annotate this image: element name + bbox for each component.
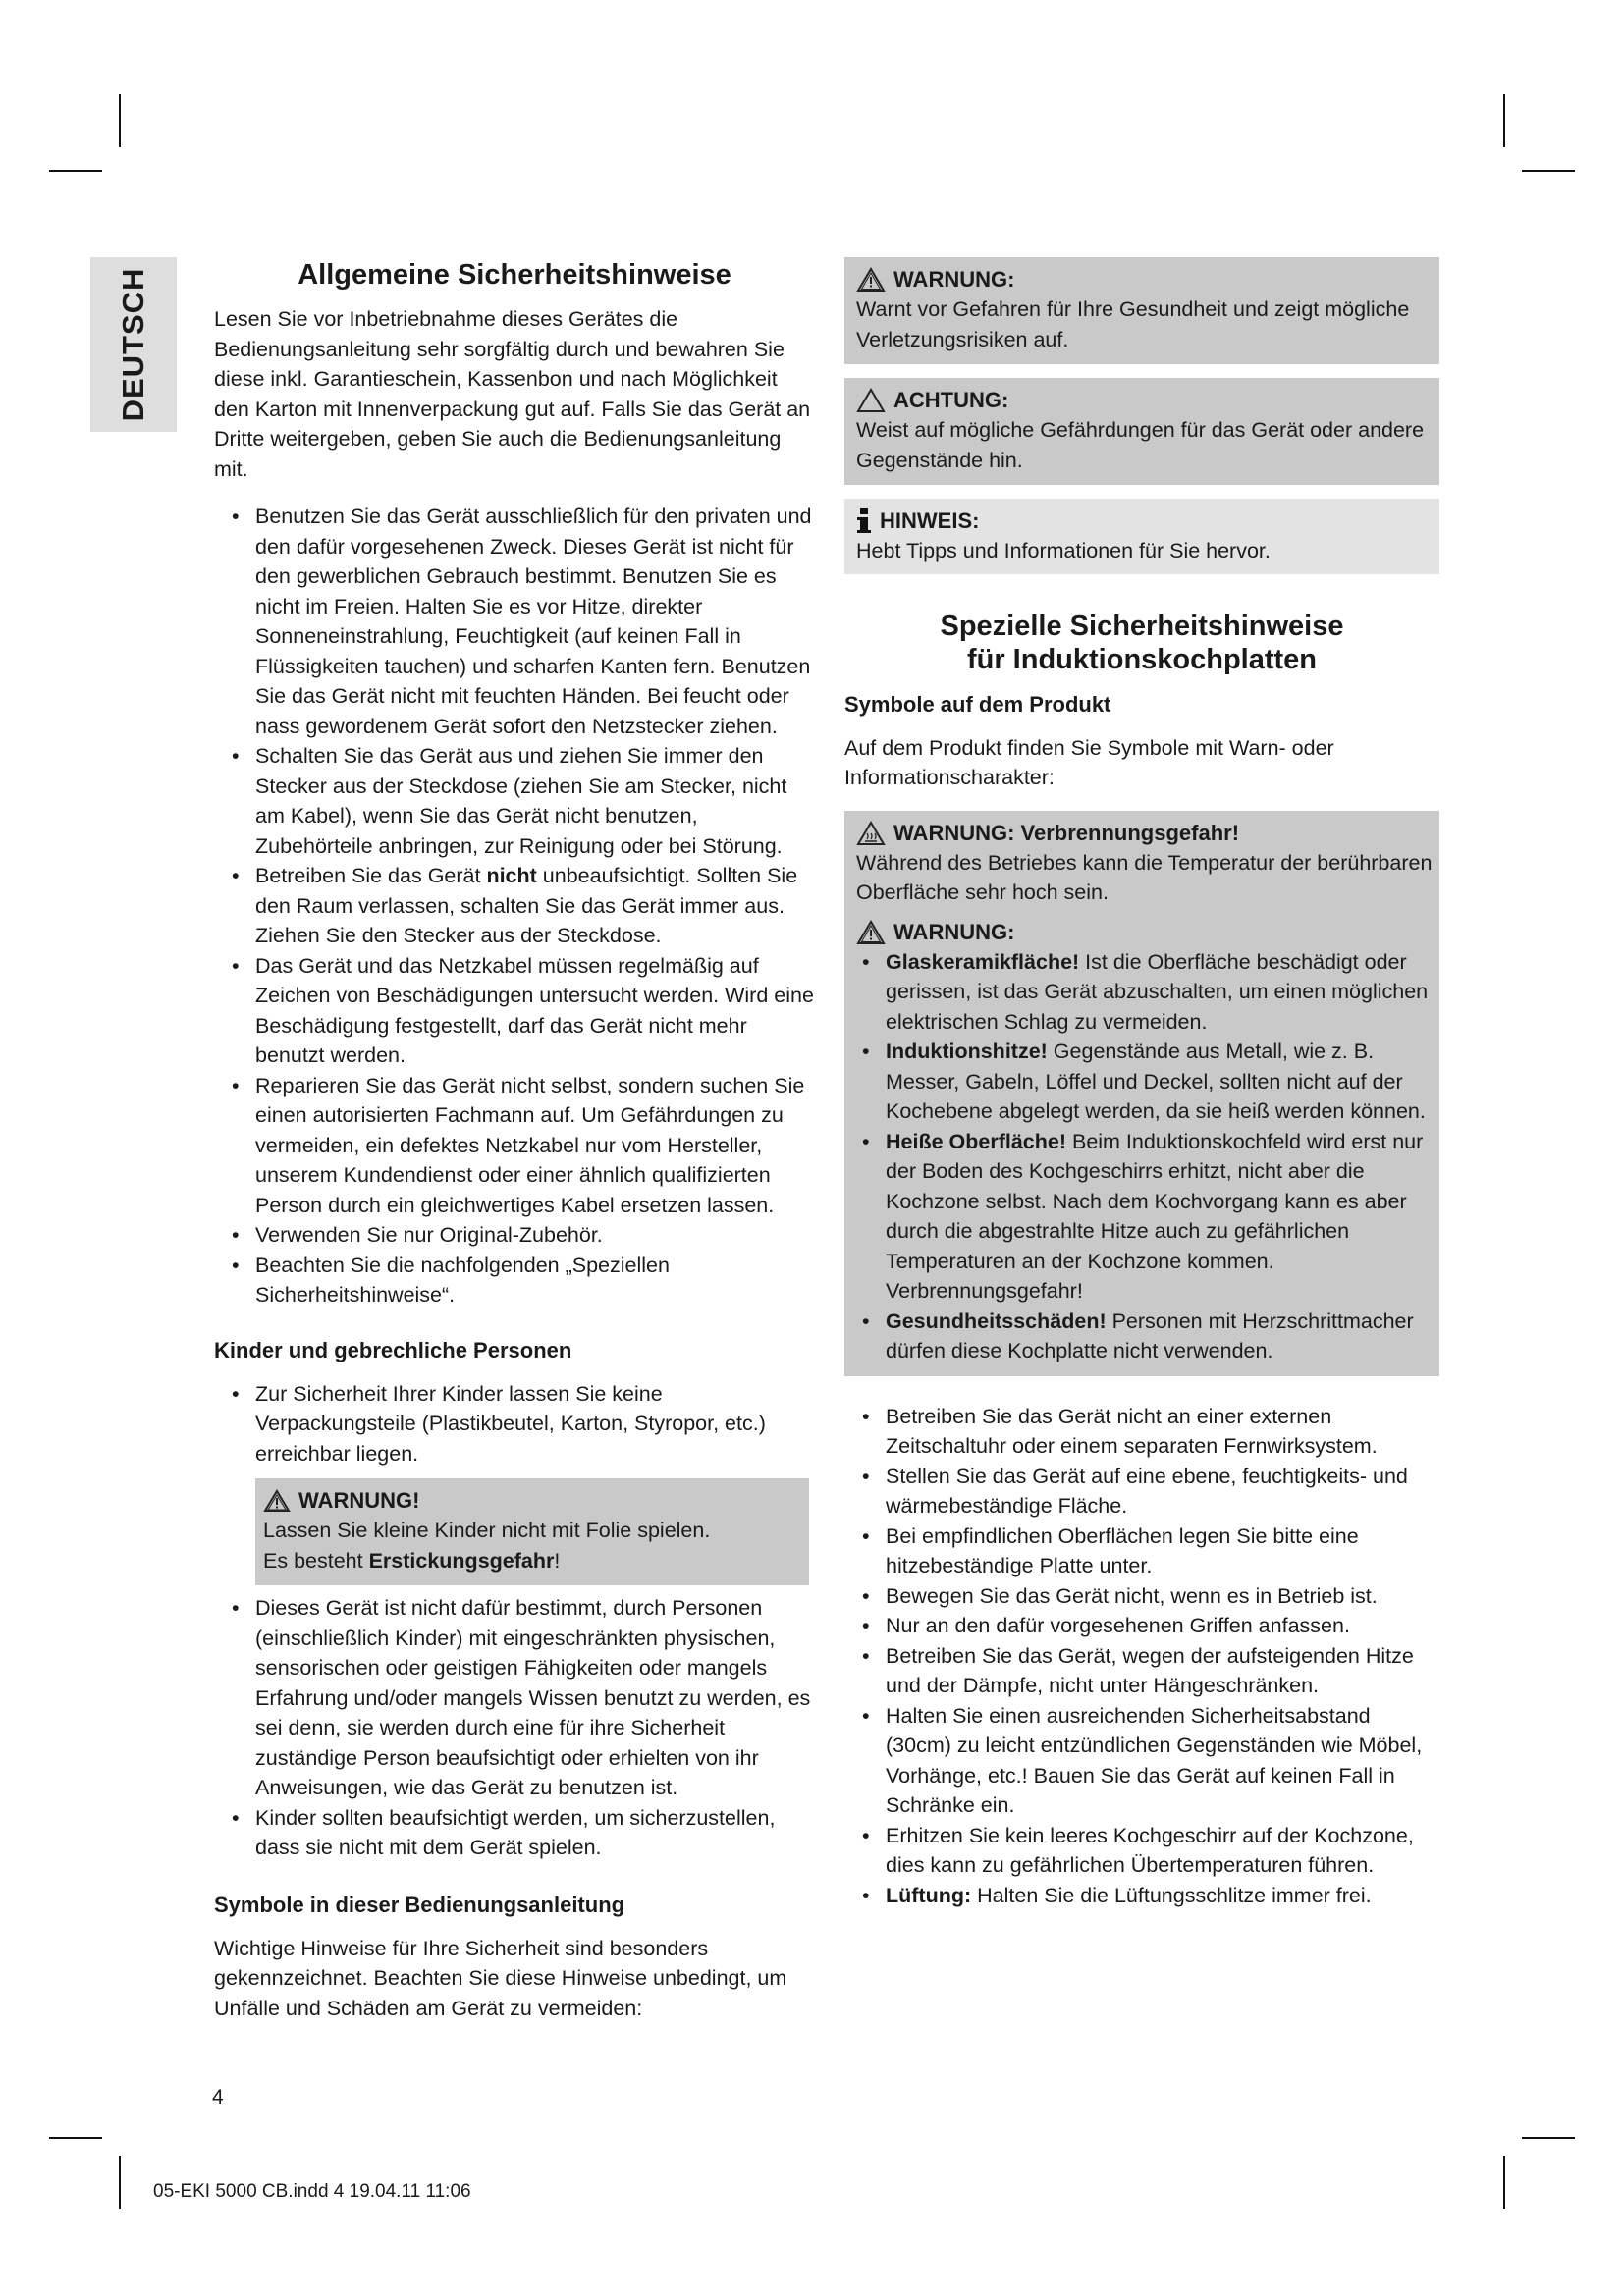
list-item: • Nur an den dafür vorgesehenen Griffen anfassen.: [844, 1611, 1439, 1641]
list-item: • Benutzen Sie das Gerät ausschließlich für den privaten und den dafür vorgesehenen Zweck. Dieses Gerät ist nicht für den gewerblichen Gebrauch bestimmt. Benutzen Sie es nicht im Freien. Halten Sie es vor Hitze, direkter Sonneneinstrahlung, Feuchtigkeit (auf keinen Fall in Flüssigkeiten tauchen) und scharfen Kanten fern. Benutzen Sie das Gerät nicht mit feuchten Händen. Bei feucht oder nass gewordenem Gerät sofort den Netzstecker ziehen.: [214, 502, 815, 741]
kids-heading: Kinder und gebrechliche Personen: [214, 1337, 572, 1362]
intro-paragraph: Lesen Sie vor Inbetriebnahme dieses Gerätes die Bedienungsanleitung sehr sorgfältig durch und bewahren Sie diese inkl. Garantieschein, Kassenbon und nach Möglichkeit den Karton mit Innenverpackung gut auf. Falls Sie das Gerät an Dritte weitergeben, geben Sie auch die Bedienungsanleitung mit.: [214, 307, 811, 481]
list-item: • Heiße Oberfläche! Beim Induktionskochfeld wird erst nur der Boden des Kochgeschirrs erhitzt, nicht aber die Kochzone selbst. Nach dem Kochvorgang kann es aber durch die abgestrahlte Hitze auch zu gefährlichen Temperaturen an der Kochzone kommen. Verbrennungsgefahr!: [844, 1127, 1435, 1307]
achtung-title: ACHTUNG:: [893, 388, 1009, 412]
achtung-legend-box: [844, 378, 1439, 485]
language-tab-label: DEUTSCH: [116, 267, 150, 422]
list-item: • Stellen Sie das Gerät auf eine ebene, feuchtigkeits- und wärmebeständige Fläche.: [844, 1462, 1439, 1522]
hinweis-title: HINWEIS:: [880, 508, 980, 533]
crop-mark: [49, 170, 102, 172]
list-item: • Zur Sicherheit Ihrer Kinder lassen Sie keine Verpackungsteile (Plastikbeutel, Karton, Styropor, etc.) erreichbar liegen.: [214, 1379, 815, 1469]
crop-mark: [119, 94, 121, 147]
warnung-title: WARNUNG:: [893, 267, 1015, 292]
kids-warning-line2: Es besteht Erstickungsgefahr!: [263, 1548, 561, 1573]
list-item: • Bewegen Sie das Gerät nicht, wenn es in Betrieb ist.: [844, 1581, 1439, 1612]
language-tab: [90, 257, 177, 432]
warning-triangle-icon: [263, 1489, 291, 1513]
crop-mark: [119, 2156, 121, 2209]
hinweis-text: Hebt Tipps und Informationen für Sie hervor.: [856, 539, 1271, 562]
list-item: • Halten Sie einen ausreichenden Sicherheitsabstand (30cm) zu leicht entzündlichen Gegenständen wie Möbel, Vorhänge, etc.! Bauen Sie das Gerät auf keinen Fall in Schränke ein.: [844, 1701, 1439, 1821]
page-title: Allgemeine Sicherheitshinweise: [298, 259, 731, 291]
list-item: • Dieses Gerät ist nicht dafür bestimmt, durch Personen (einschließlich Kinder) mit eingeschränkten physischen, sensorischen oder geistigen Fähigkeiten oder mangels Erfahrung und/oder mangels Wissen benutzt zu werden, es sei denn, sie werden durch eine für ihre Sicherheit zuständige Person beaufsichtigt oder erhielten von ihr Anweisungen, wie das Gerät zu benutzen ist.: [214, 1593, 815, 1803]
print-slug: 05-EKI 5000 CB.indd 4 19.04.11 11:06: [153, 2181, 471, 2202]
hinweis-legend-box: [844, 499, 1439, 574]
warning-triangle-icon: [856, 267, 886, 293]
info-icon: [856, 507, 872, 535]
product-symbols-paragraph: Auf dem Produkt finden Sie Symbole mit Warn- oder Informationscharakter:: [844, 735, 1334, 789]
crop-mark: [1522, 170, 1575, 172]
list-item: • Betreiben Sie das Gerät, wegen der aufsteigenden Hitze und der Dämpfe, nicht unter Hängeschränken.: [844, 1641, 1439, 1701]
special-title-line2: für Induktionskochplatten: [966, 643, 1318, 675]
list-item: • Lüftung: Halten Sie die Lüftungsschlitze immer frei.: [844, 1881, 1439, 1911]
crop-mark: [49, 2137, 102, 2139]
list-item: • Gesundheitsschäden! Personen mit Herzschrittmacher dürfen diese Kochplatte nicht verwenden.: [844, 1307, 1435, 1366]
list-item: • Das Gerät und das Netzkabel müssen regelmäßig auf Zeichen von Beschädigungen untersucht werden. Wird eine Beschädigung festgestellt, darf das Gerät nicht mehr benutzt werden.: [214, 951, 815, 1071]
list-item: • Betreiben Sie das Gerät nicht an einer externen Zeitschaltuhr oder einem separaten Fernwirksystem.: [844, 1402, 1439, 1462]
page-number: 4: [212, 2086, 224, 2109]
burn-warning-text: Während des Betriebes kann die Temperatur der berührbaren Oberfläche sehr hoch sein.: [856, 850, 1433, 904]
warning2-title: WARNUNG:: [893, 919, 1015, 944]
hot-surface-warning-icon: [856, 821, 886, 846]
list-item: • Verwenden Sie nur Original-Zubehör.: [214, 1220, 815, 1251]
list-item: • Bei empfindlichen Oberflächen legen Sie bitte eine hitzebeständige Platte unter.: [844, 1522, 1439, 1581]
general-bullets: [214, 502, 815, 1310]
symbols-paragraph: Wichtige Hinweise für Ihre Sicherheit sind besonders gekennzeichnet. Beachten Sie diese Hinweise unbedingt, um Unfälle und Schäden am Gerät zu vermeiden:: [214, 1936, 787, 2020]
list-item: • Schalten Sie das Gerät aus und ziehen Sie immer den Stecker aus der Steckdose (ziehen Sie am Stecker, nicht am Kabel), wenn Sie das Gerät nicht benutzen, Zubehörteile anbringen, zur Reinigung oder bei Störung.: [214, 741, 815, 861]
list-item: • Reparieren Sie das Gerät nicht selbst, sondern suchen Sie einen autorisierten Fachmann auf. Um Gefährdungen zu vermeiden, ein defektes Netzkabel nur vom Hersteller, unserem Kundendienst oder einer ähnlich qualifizierten Person durch ein gleichwertiges Kabel ersetzen lassen.: [214, 1071, 815, 1221]
burn-warning-title: WARNUNG: Verbrennungsgefahr!: [893, 820, 1240, 845]
list-item: • Induktionshitze! Gegenstände aus Metall, wie z. B. Messer, Gabeln, Löffel und Deckel, sollten nicht auf der Kochebene abgelegt werden, da sie heiß werden können.: [844, 1037, 1435, 1127]
special-bullets: [844, 1402, 1439, 1911]
product-symbols-heading: Symbole auf dem Produkt: [844, 691, 1111, 717]
caution-triangle-icon: [856, 388, 886, 413]
kids-bullets-after: [214, 1593, 815, 1863]
crop-mark: [1522, 2137, 1575, 2139]
achtung-text: Weist auf mögliche Gefährdungen für das Gerät oder andere Gegenstände hin.: [856, 418, 1425, 472]
special-title-line1: Spezielle Sicherheitshinweise: [940, 610, 1344, 642]
list-item: • Erhitzen Sie kein leeres Kochgeschirr auf der Kochzone, dies kann zu gefährlichen Übertemperaturen führen.: [844, 1821, 1439, 1881]
warnung-text: Warnt vor Gefahren für Ihre Gesundheit und zeigt mögliche Verletzungsrisiken auf.: [856, 297, 1410, 351]
crop-mark: [1503, 94, 1505, 147]
list-item: • Beachten Sie die nachfolgenden „Speziellen Sicherheitshinweise“.: [214, 1251, 815, 1310]
warnung-legend-box: [844, 257, 1439, 364]
list-item: • Glaskeramikfläche! Ist die Oberfläche beschädigt oder gerissen, ist das Gerät abzuschalten, um einen möglichen elektrischen Schlag zu vermeiden.: [844, 947, 1435, 1038]
right-column: [844, 257, 1439, 1910]
symbols-heading: Symbole in dieser Bedienungsanleitung: [214, 1892, 625, 1917]
crop-mark: [1503, 2156, 1505, 2209]
list-item: • Kinder sollten beaufsichtigt werden, um sicherzustellen, dass sie nicht mit dem Gerät spielen.: [214, 1803, 815, 1863]
kids-warning-line1: Lassen Sie kleine Kinder nicht mit Folie spielen.: [263, 1519, 711, 1542]
list-item: • Betreiben Sie das Gerät nicht unbeaufsichtigt. Sollten Sie den Raum verlassen, schalten Sie das Gerät immer aus. Ziehen Sie den Stecker aus der Steckdose.: [214, 861, 815, 951]
kids-warning-title: WARNUNG!: [263, 1486, 799, 1516]
kids-bullets: [214, 1379, 815, 1469]
kids-warning-box: [255, 1478, 809, 1585]
left-column: [214, 257, 815, 2023]
product-warning-box: [844, 811, 1439, 1376]
warning-triangle-icon: [856, 920, 886, 945]
warning2-bullets: [844, 947, 1435, 1366]
